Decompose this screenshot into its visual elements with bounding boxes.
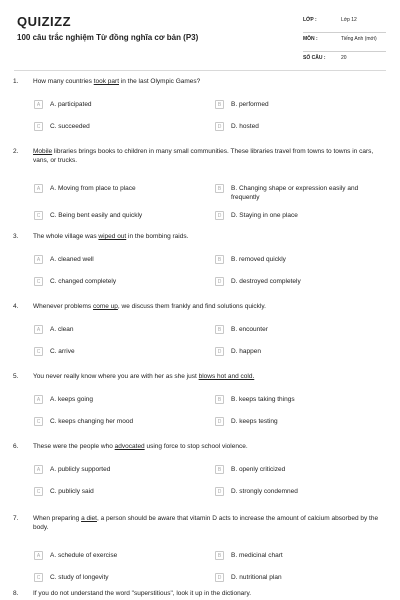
option-text: C. changed completely: [50, 278, 117, 285]
question-text-part: Whenever problems: [33, 303, 93, 310]
underlined-phrase: a diet: [81, 515, 97, 522]
option-letter-box[interactable]: D: [215, 122, 224, 131]
option-text: A. publicly supported: [50, 466, 111, 473]
option-letter-box[interactable]: D: [215, 277, 224, 286]
option-text: D. hosted: [231, 123, 259, 130]
underlined-phrase: took part: [93, 78, 119, 85]
option-text: C. succeeded: [50, 123, 90, 130]
question-number: 6.: [13, 443, 19, 450]
meta-label: SỐ CÂU :: [303, 55, 326, 61]
worksheet-meta: [303, 14, 386, 71]
option-letter-box[interactable]: D: [215, 347, 224, 356]
question-text: [33, 303, 385, 312]
option-text: A. Moving from place to place: [50, 185, 136, 192]
question-text: [33, 443, 385, 452]
option-letter-box[interactable]: A: [34, 100, 43, 109]
option-letter-box[interactable]: B: [215, 325, 224, 334]
meta-value: 20: [341, 55, 347, 61]
question-text-part: libraries brings books to children in many small communities. These libraries travel from towns to towns in cars, vans, or trucks.: [33, 148, 374, 164]
option-text: A. keeps going: [50, 396, 94, 403]
option-text: D. keeps testing: [231, 418, 278, 425]
option-text: D. nutritional plan: [231, 574, 282, 581]
option-text: C. publicly said: [50, 488, 94, 495]
meta-row-subject: [303, 33, 386, 52]
option-letter-box[interactable]: B: [215, 100, 224, 109]
option-text: B. encounter: [231, 326, 268, 333]
option-text: B. keeps taking things: [231, 396, 295, 403]
meta-row-class: [303, 14, 386, 33]
option-text: A. clean: [50, 326, 74, 333]
option-text: C. arrive: [50, 348, 75, 355]
option-text: D. strongly condemned: [231, 488, 298, 495]
option-text: A. schedule of exercise: [50, 552, 118, 559]
option-letter-box[interactable]: B: [215, 395, 224, 404]
question-text: [33, 78, 385, 87]
worksheet-title: 100 câu trắc nghiệm Từ đồng nghĩa cơ bản (P3): [17, 33, 199, 42]
underlined-phrase: blows hot and cold.: [198, 373, 255, 380]
option-text: C. study of longevity: [50, 574, 109, 581]
underlined-phrase: come up: [92, 303, 118, 310]
meta-label: MÔN :: [303, 36, 318, 42]
option-text: B. medicinal chart: [231, 552, 283, 559]
option-text: B. Changing shape or expression easily and frequently: [231, 185, 359, 201]
option-letter-box[interactable]: A: [34, 465, 43, 474]
meta-label: LỚP :: [303, 17, 317, 23]
option-text: D. happen: [231, 348, 261, 355]
option-letter-box[interactable]: C: [34, 277, 43, 286]
question-text-part: These were the people who: [33, 443, 115, 450]
option-letter-box[interactable]: C: [34, 417, 43, 426]
question-text-part: , a person should be aware that vitamin D acts to increase the amount of calcium absorbed by the body.: [33, 515, 379, 531]
option-letter-box[interactable]: B: [215, 255, 224, 264]
question-number: 2.: [13, 148, 19, 155]
question-text-part: How many countries: [33, 78, 94, 85]
meta-value: Lớp 12: [341, 17, 357, 23]
question-text: [33, 233, 385, 242]
option-letter-box[interactable]: A: [34, 184, 43, 193]
option-letter-box[interactable]: B: [215, 184, 224, 193]
option-letter-box[interactable]: A: [34, 395, 43, 404]
option-text: C. Being bent easily and quickly: [50, 212, 143, 219]
question-text-part: You never really know where you are with her as she just: [33, 373, 199, 380]
meta-row-question-count: [303, 52, 386, 71]
option-letter-box[interactable]: A: [34, 325, 43, 334]
option-letter-box[interactable]: C: [34, 122, 43, 131]
underlined-phrase: advocated: [114, 443, 145, 450]
question-number: 5.: [13, 373, 19, 380]
option-letter-box[interactable]: A: [34, 551, 43, 560]
question-number: 7.: [13, 515, 19, 522]
option-letter-box[interactable]: C: [34, 573, 43, 582]
option-letter-box[interactable]: B: [215, 465, 224, 474]
question-text: [33, 373, 385, 382]
option-text: B. performed: [231, 101, 269, 108]
worksheet-header: [0, 0, 400, 70]
option-letter-box[interactable]: D: [215, 211, 224, 220]
option-text: C. keeps changing her mood: [50, 418, 134, 425]
option-letter-box[interactable]: B: [215, 551, 224, 560]
header-divider: [14, 70, 386, 71]
underlined-phrase: Mobile: [33, 148, 53, 155]
question-text-part: , we discuss them frankly and find solutions quickly.: [117, 303, 266, 310]
option-letter-box[interactable]: D: [215, 417, 224, 426]
option-letter-box[interactable]: C: [34, 487, 43, 496]
option-text: D. destroyed completely: [231, 278, 301, 285]
option-text: D. Staying in one place: [231, 212, 298, 219]
question-text: [33, 515, 385, 532]
question-number: 4.: [13, 303, 19, 310]
question-text-part: The whole village was: [33, 233, 99, 240]
option-letter-box[interactable]: C: [34, 211, 43, 220]
option-letter-box[interactable]: A: [34, 255, 43, 264]
option-text: A. participated: [50, 101, 92, 108]
question-text-part: If you do not understand the word "superstitious", look it up in the dictionary.: [33, 590, 252, 597]
option-text: B. removed quickly: [231, 256, 286, 263]
option-text: A. cleaned well: [50, 256, 94, 263]
option-letter-box[interactable]: C: [34, 347, 43, 356]
question-text: [33, 590, 385, 599]
option-letter-box[interactable]: D: [215, 487, 224, 496]
option-text: B. openly criticized: [231, 466, 286, 473]
question-number: 8.: [13, 590, 19, 597]
question-text-part: When preparing: [33, 515, 82, 522]
quizizz-logo: QUIZIZZ: [17, 14, 72, 29]
question-text-part: using force to stop school violence.: [144, 443, 248, 450]
option-letter-box[interactable]: D: [215, 573, 224, 582]
question-number: 1.: [13, 78, 19, 85]
question-text-part: in the last Olympic Games?: [119, 78, 201, 85]
question-text: [33, 148, 385, 165]
meta-value: Tiếng Anh (mới): [341, 36, 377, 42]
question-number: 3.: [13, 233, 19, 240]
underlined-phrase: wiped out: [98, 233, 127, 240]
question-text-part: in the bombing raids.: [126, 233, 189, 240]
